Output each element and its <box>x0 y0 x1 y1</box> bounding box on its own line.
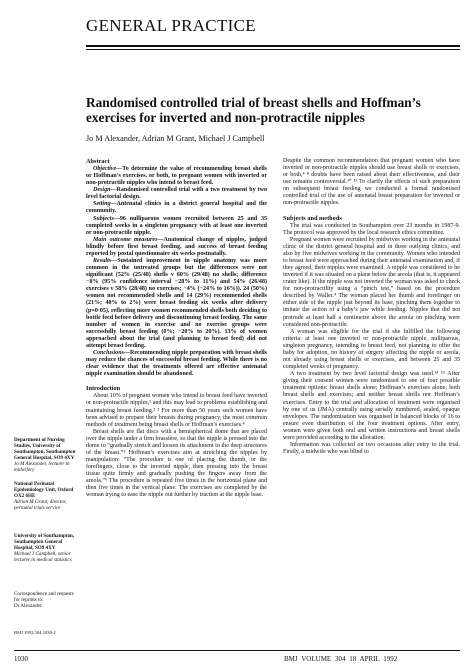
affiliation-text: Department of Nursing Studies, University of Southampton, Southampton General Hospital, SO9 4XY <box>14 437 76 462</box>
abstract-conclusions <box>86 350 267 378</box>
field-label: Objective <box>93 166 117 172</box>
affiliation-text: National Perinatal Epidemiology Unit, Oxford OX2 6HE <box>14 481 74 500</box>
author-role: Adrian M Grant, director, perinatal trials service <box>14 499 67 512</box>
field-text: —Randomised controlled trial with a two treatment by two level factorial design. <box>86 187 267 201</box>
footer-rule <box>14 650 460 651</box>
abstract-heading: Abstract <box>86 158 110 165</box>
field-text: —Antenatal clinics in a district general hospital and the community. <box>86 201 267 215</box>
journal-name: BMJ <box>284 655 298 663</box>
field-text: —To determine the value of recommending breast shells or Hoffman’s exercises, or both, to pregnant women with inverted or non-protractile nipples who intend to breast feed. <box>86 166 267 187</box>
correspondence-name: Dr Alexander. <box>14 603 43 610</box>
field-label: Main outcome measures <box>93 236 158 243</box>
field-label: Subjects <box>93 215 114 222</box>
abstract-design <box>86 187 267 201</box>
field-text: —96 nulliparous women recruited between 25 and 35 completed weeks in a singleton pregnancy with at least one inverted or non-protractile nipple. <box>86 215 267 236</box>
journal-volume: VOLUME 304 <box>301 655 346 663</box>
header-rule <box>86 45 460 47</box>
body-paragraph: Information was collected on two occasions after entry to the trial. Firstly, a midwife who was blind to <box>283 441 460 456</box>
field-label: Design <box>93 187 111 194</box>
article-title: Randomised controlled trial of breast shells and Hoffman’s exercises for inverted and non-protractile nipples <box>86 95 421 125</box>
correspondence-text: Correspondence and requests for reprints to: <box>14 591 74 604</box>
affiliation-block <box>14 437 80 474</box>
abstract-setting <box>86 201 267 215</box>
author-role: Jo M Alexander, lecturer in midwifery <box>14 461 70 474</box>
body-paragraph: Breast shells are flat discs with a hemispherical dome that are placed over the nipple under a firm brassière, so that the nipple is pressed into the dome to “gradually stretch and loosen its attachment to the deep structures of the breast.”⁵ Hoffman’s exercises aim at stretching the nipples by manipulation: “The procedure is one of placing the thumb, or the forefingers, close to the inverted nipple, then pressing into the breast tissue quite firmly and gradually pushing the fingers away from the areola.”⁶ The procedure is repeated five times in the horizontal plane and then five times in the vertical plane. The exercises are completed by the woman trying to ease the nipple out further by traction at the nipple base. <box>86 428 267 499</box>
abstract-results <box>86 258 267 350</box>
article-authors: Jo M Alexander, Adrian M Grant, Michael J Campbell <box>86 134 265 143</box>
citation-code: BMJ 1992;304:1030-2 <box>14 630 56 635</box>
abstract-objective <box>86 166 267 187</box>
field-label: Setting <box>93 201 111 208</box>
body-paragraph: A two treatment by two level factorial design was used.¹⁴ ¹⁵ After giving their consent women were randomised to one of four possible treatment options: breast shells alone; Hoffman’s exercises alone; both breast shells and exercises; and neither breast shells nor Hoffman’s exercises. Entry to the trial and allocation of treatment were organised by one of us (JMA) centrally using serially numbered, sealed, opaque envelopes. The randomisation was organised in balanced blocks of 16 to ensure even distribution of the four treatment options. After entry, women were given both oral and written instructions and breast shells were provided according to the allocation. <box>283 371 460 441</box>
introduction-heading: Introduction <box>86 385 121 393</box>
affiliation-text: University of Southampton, Southampton General Hospital, SO9 4XY <box>14 533 75 552</box>
journal-date: 18 APRIL 1992 <box>349 655 398 663</box>
field-text: —Anatomical change of nipples, judged blindly before first breast feeding, and success of breast feeding reported by postal questionnaire six weeks postnatally. <box>86 236 267 257</box>
journal-footer <box>284 655 397 663</box>
abstract-section <box>86 158 267 378</box>
body-paragraph: The trial was conducted in Southampton over 23 months in 1987-9. The protocol was approved by the local research ethics committee. <box>283 222 460 236</box>
header-rule-thin <box>86 49 460 50</box>
text-column-right <box>283 158 460 456</box>
abstract-subjects <box>86 216 267 237</box>
field-text: —Sustained improvement in nipple anatomy was more common in the untreated groups but the differences were not significant (52% (25/48) shells v 60% (29/48) no shells; difference −8% (95% confidence interval −28% to 11%) and 54% (26/48) exercises v 58% (28/48) no exercises; −4% (−24% to 16%)). 24 (50%) women not recommended shells and 14 (29%) recommended shells (21%; 40% to 2%) were breast feeding six weeks after delivery (p=0·05), reflecting more women recommended shells both deciding to bottle feed before delivery and discontinuing breast feeding. The same number of women in exercise and no exercise groups were successfully breast feeding (0%; −20% to 20%). 13% of women approached about the trial (and planning to breast feed) did not attempt breast feeding. <box>86 258 267 349</box>
body-paragraph: About 10% of pregnant women who intend to breast feed have inverted or non-protractile nipples,¹ and this may lead to problems establishing and maintaining breast feeding.² ³ For more than 50 years such women have been advised to prepare their breasts during pregnancy, the most common methods of treatment being breast shells or Hoffman’s exercises.⁴ <box>86 393 267 428</box>
author-role: Michael J Campbell, senior lecturer in medical statistics <box>14 551 72 564</box>
body-paragraph: A woman was eligible for the trial if she fulfilled the following criteria: at least one inverted or non-protractile nipple, nulliparous, singleton pregnancy, intending to breast feed, not planning to offer the baby for adoption, no history of surgery affecting the nipple or areola, not already using breast shells or exercises, and between 25 and 35 completed weeks of pregnancy. <box>283 328 460 371</box>
methods-heading: Subjects and methods <box>283 214 342 222</box>
page-number: 1030 <box>14 655 28 663</box>
field-text: —Recommending nipple preparation with breast shells may reduce the chances of successful breast feeding. While there is no clear evidence that the treatments offered are effective antenatal nipple examination should be abandoned. <box>86 350 267 378</box>
body-paragraph: Despite the common recommendation that pregnant women who have inverted or non-protractile nipples should use breast shells or exercises, or both,⁴ ⁸ doubts have been raised about their effectiveness, and their use remains controversial.¹⁰ ¹³ To clarify the effects of such preparation on subsequent breast feeding we conducted a formal randomised controlled trial of the use of antenatal breast preparation for inverted or non-protractile nipples. <box>283 158 460 207</box>
correspondence-block <box>14 591 80 609</box>
affiliation-block <box>14 533 80 563</box>
affiliation-block <box>14 481 80 511</box>
section-heading: GENERAL PRACTICE <box>86 16 256 35</box>
body-paragraph: Pregnant women were recruited by midwives working in the antenatal clinic of the district general hospital and in three outlying clinics, and also by five midwives working in the community. Women who intended to breast feed were approached during their antenatal examination and, if they agreed, their nipples were examined. A nipple was considered to be inverted if it was situated on a plane below the areola (that is, it appeared crater like). If the nipple was not inverted the woman was asked to check for non-protractility using a “pinch test,” based on the procedure described by Waller.⁴ The woman placed her thumb and forefinger on either side of the nipple just beyond its base, pinching them together to imitate the action of a baby’s jaw while feeding. Nipples that did not protrude at least half a centimetre above the areola on pinching were considered non-protractile. <box>283 236 460 328</box>
field-label: Conclusions <box>93 350 124 357</box>
field-label: Results <box>93 258 112 265</box>
text-column-left <box>86 158 267 500</box>
abstract-outcomes <box>86 237 267 258</box>
